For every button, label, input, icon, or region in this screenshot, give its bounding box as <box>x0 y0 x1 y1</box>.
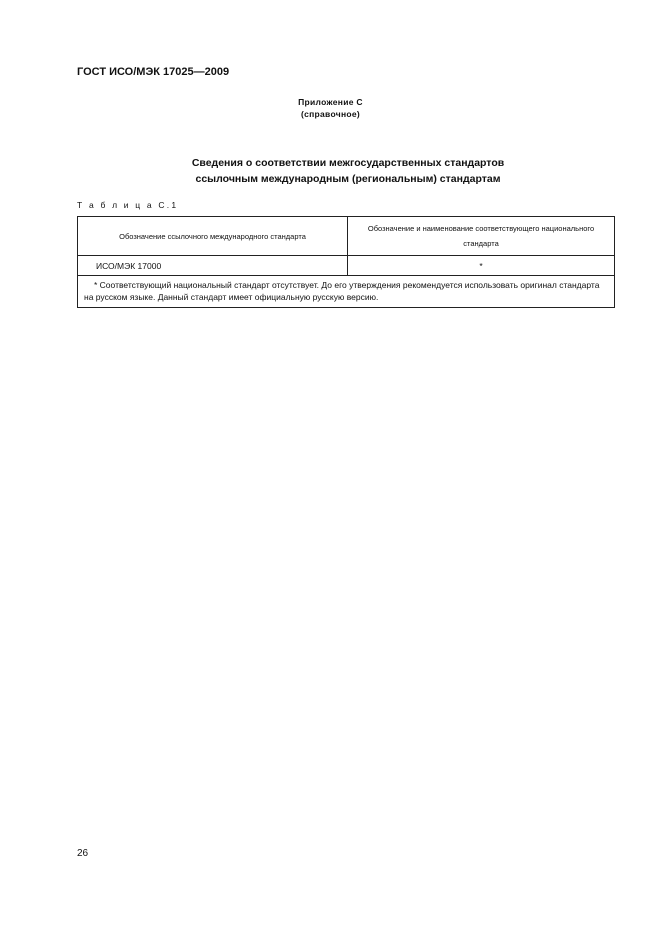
page-number: 26 <box>77 848 89 859</box>
section-title <box>0 155 661 187</box>
table-header-row <box>78 217 615 256</box>
document-header: ГОСТ ИСО/МЭК 17025—2009 <box>77 66 230 78</box>
correspondence-table <box>77 216 615 308</box>
title-line: ссылочным международным (региональным) стандартам <box>195 173 501 185</box>
column-header: Обозначение и наименование соответствующего национального стандарта <box>348 217 615 256</box>
footnote-row <box>78 276 615 308</box>
table-cell: * <box>348 256 615 276</box>
table-row <box>78 256 615 276</box>
table-caption: Т а б л и ц а С.1 <box>77 200 179 210</box>
column-header: Обозначение ссылочного международного стандарта <box>78 217 348 256</box>
annex-title: Приложение С <box>298 97 363 107</box>
title-line: Сведения о соответствии межгосударственных стандартов <box>191 157 505 169</box>
table-cell: ИСО/МЭК 17000 <box>78 256 348 276</box>
annex-kind: (справочное) <box>300 109 361 119</box>
table-footnote: * Соответствующий национальный стандарт отсутствует. До его утверждения рекомендуется использовать оригинал стандарта на русском языке. Данный стандарт имеет официальную русскую версию. <box>78 276 615 308</box>
